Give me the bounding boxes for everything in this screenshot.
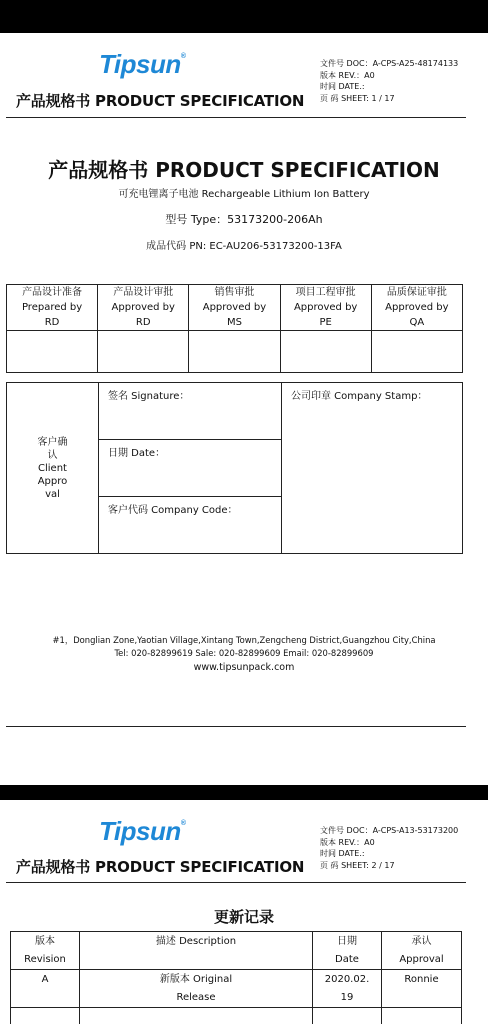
approval-col-cn: 产品设计准备 bbox=[22, 287, 83, 298]
approval-col-cn: 销售审批 bbox=[214, 287, 255, 298]
approval-table bbox=[6, 284, 463, 373]
approval-col-cn: 项目工程审批 bbox=[295, 287, 356, 298]
approval-col-dept: RD bbox=[135, 317, 151, 328]
footer-divider bbox=[6, 726, 466, 727]
company-contacts: Tel: 020-82899619 Sale: 020-82899609 Email: 020-82899609 bbox=[114, 648, 374, 658]
revision-header-row bbox=[11, 932, 462, 970]
approval-col-approved-rd bbox=[98, 285, 189, 331]
revision-history-title: 更新记录 bbox=[213, 908, 274, 926]
client-label-line: Client bbox=[38, 462, 67, 474]
date-field bbox=[99, 440, 282, 497]
header-divider bbox=[6, 882, 466, 883]
header-divider bbox=[6, 117, 466, 118]
client-approval-table bbox=[6, 382, 463, 554]
description-line: Release bbox=[176, 992, 216, 1003]
approval-col-prepared-rd bbox=[7, 285, 98, 331]
header-cn: 日期 bbox=[337, 936, 357, 947]
logo-text: Tipsun bbox=[99, 49, 181, 79]
approval-col-approved-pe bbox=[280, 285, 371, 331]
description-col-header bbox=[80, 932, 313, 970]
doc-number: 文件号 DOC：A-CPS-A25-48174133 bbox=[320, 59, 459, 68]
sheet-number: 页 码 SHEET: 1 / 17 bbox=[320, 93, 395, 103]
description-cell bbox=[80, 970, 313, 1008]
approval-col-approved-qa bbox=[371, 285, 462, 331]
description-line: 新版本 Original bbox=[159, 974, 233, 985]
doc-number: 文件号 DOC：A-CPS-A13-53173200 bbox=[320, 826, 459, 835]
date-cell bbox=[313, 970, 382, 1008]
revision-number: 版本 REV.：A0 bbox=[320, 837, 375, 847]
client-label-line: Appro bbox=[37, 475, 68, 487]
signature-cell bbox=[98, 331, 189, 373]
table-row bbox=[11, 970, 462, 1008]
revision-col-header bbox=[11, 932, 80, 970]
revision-cell bbox=[11, 1008, 80, 1024]
cover-title: 产品规格书 PRODUCT SPECIFICATION bbox=[48, 158, 440, 182]
company-stamp-field bbox=[282, 383, 463, 554]
date-label: 日期 Date： bbox=[108, 448, 166, 459]
company-website[interactable]: www.tipsunpack.com bbox=[193, 662, 295, 673]
logo-registered-mark: ® bbox=[180, 53, 186, 60]
signature-cell bbox=[371, 331, 462, 373]
approval-col-en: Approved by bbox=[385, 302, 449, 313]
revision-cell: A bbox=[11, 970, 80, 1008]
revision-table bbox=[10, 931, 462, 1024]
date-cell bbox=[313, 1008, 382, 1024]
revision-number: 版本 REV.：A0 bbox=[320, 70, 375, 80]
approval-col-en: Approved by bbox=[111, 302, 175, 313]
date-line: 2020.02. bbox=[324, 974, 370, 985]
logo-text: Tipsun bbox=[99, 816, 181, 846]
client-label-line: 认 bbox=[47, 449, 58, 461]
header-title: 产品规格书 PRODUCT SPECIFICATION bbox=[16, 92, 305, 110]
document-info bbox=[320, 825, 458, 871]
client-label-line: val bbox=[45, 488, 60, 500]
header-en: Revision bbox=[24, 954, 66, 965]
signature-cell bbox=[280, 331, 371, 373]
model-type: 型号 Type：53173200-206Ah bbox=[165, 213, 323, 226]
header-cn: 版本 bbox=[35, 936, 55, 947]
header-cn: 承认 bbox=[411, 936, 432, 947]
header-title: 产品规格书 PRODUCT SPECIFICATION bbox=[16, 858, 305, 876]
date-col-header bbox=[313, 932, 382, 970]
approval-col-dept: QA bbox=[409, 317, 425, 328]
company-address: #1，Donglian Zone,Yaotian Village,Xintang Town,Zengcheng District,Guangzhou City,China bbox=[52, 635, 436, 645]
approval-col-header bbox=[382, 932, 462, 970]
company-code-label: 客户代码 Company Code： bbox=[108, 505, 238, 516]
cover-subtitle: 可充电锂离子电池 Rechargeable Lithium Ion Battery bbox=[118, 189, 370, 200]
approval-col-en: Prepared by bbox=[21, 302, 83, 313]
header-cn: 描述 Description bbox=[155, 936, 237, 947]
signature-field bbox=[99, 383, 282, 440]
approval-col-dept: MS bbox=[226, 317, 242, 328]
approval-cell: Ronnie bbox=[382, 970, 462, 1008]
approval-col-cn: 产品设计审批 bbox=[113, 287, 174, 298]
tipsun-logo bbox=[99, 49, 185, 80]
header-en: Date bbox=[335, 954, 359, 965]
approval-col-cn: 品质保证审批 bbox=[386, 287, 447, 298]
doc-date: 时间 DATE.: bbox=[320, 849, 365, 858]
approval-col-dept: PE bbox=[319, 317, 332, 328]
spec-page-2 bbox=[0, 800, 488, 1024]
header-en: Approval bbox=[399, 954, 444, 965]
date-line: 19 bbox=[340, 992, 354, 1003]
signature-label: 签名 Signature： bbox=[108, 391, 190, 402]
logo-registered-mark: ® bbox=[180, 820, 186, 827]
table-row bbox=[11, 1008, 462, 1024]
tipsun-logo bbox=[99, 816, 185, 847]
approval-cell bbox=[382, 1008, 462, 1024]
approval-signature-row bbox=[7, 331, 463, 373]
signature-cell bbox=[189, 331, 280, 373]
approval-col-en: Approved by bbox=[293, 302, 358, 313]
client-label-line: 客户确 bbox=[37, 436, 68, 448]
signature-cell bbox=[7, 331, 98, 373]
approval-header-row bbox=[7, 285, 463, 331]
spec-page-1 bbox=[0, 33, 488, 785]
document-info bbox=[320, 58, 458, 104]
description-cell bbox=[80, 1008, 313, 1024]
company-code-field bbox=[99, 497, 282, 554]
product-number: 成品代码 PN: EC-AU206-53173200-13FA bbox=[146, 241, 342, 252]
approval-col-dept: RD bbox=[44, 317, 60, 328]
client-approval-label bbox=[7, 383, 99, 554]
approval-col-approved-ms bbox=[189, 285, 280, 331]
doc-date: 时间 DATE.: bbox=[320, 82, 365, 91]
approval-col-en: Approved by bbox=[202, 302, 267, 313]
sheet-number: 页 码 SHEET: 2 / 17 bbox=[320, 860, 395, 870]
company-stamp-label: 公司印章 Company Stamp： bbox=[291, 391, 428, 402]
